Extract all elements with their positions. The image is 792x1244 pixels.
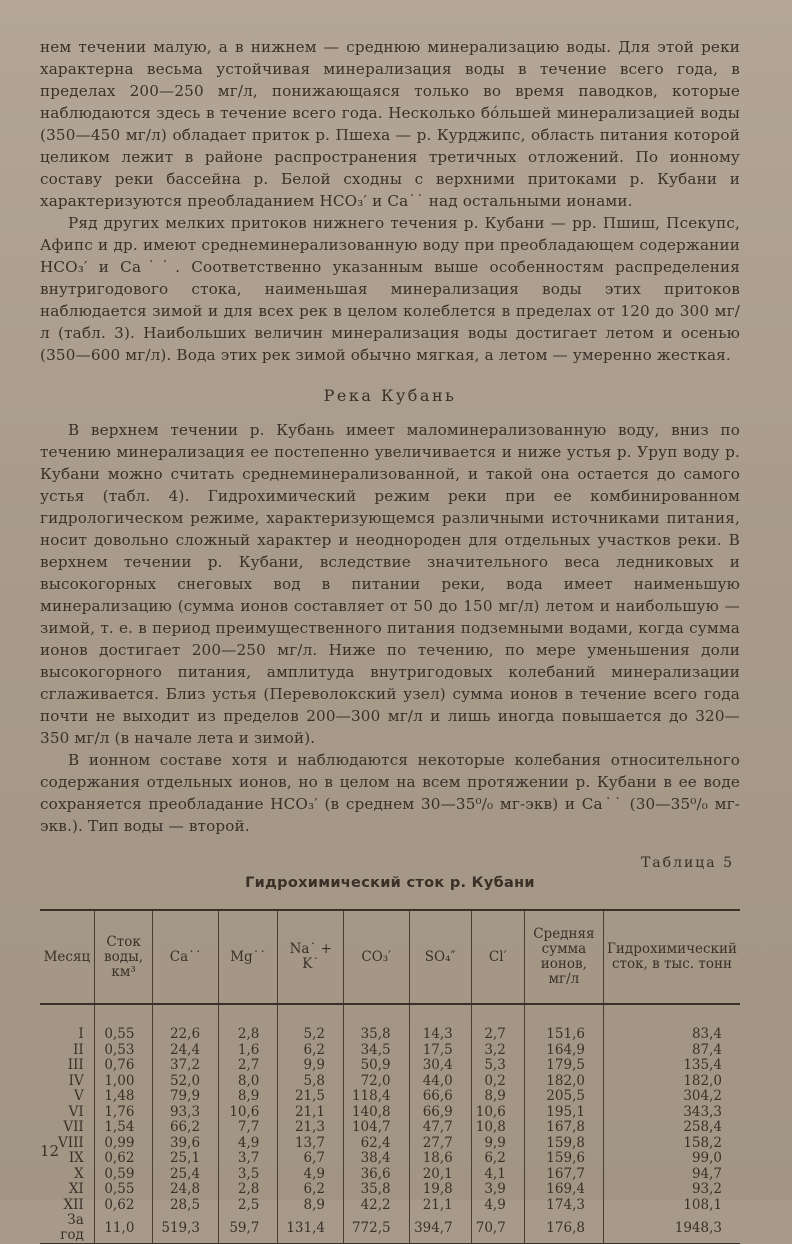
table-cell: 2,8: [219, 1182, 278, 1198]
table-cell: 0,53: [94, 1043, 153, 1059]
table-cell: 20,1: [409, 1167, 471, 1183]
table-cell: III: [67, 1057, 84, 1074]
header-cl: Cl′: [471, 910, 524, 1004]
table-cell: 158,2: [603, 1136, 740, 1152]
table-cell: 169,4: [524, 1182, 603, 1198]
table-cell: 176,8: [524, 1213, 603, 1244]
table-cell: 24,4: [153, 1043, 219, 1059]
header-month: Месяц: [40, 910, 94, 1004]
table-cell: 8,9: [471, 1089, 524, 1105]
table-cell: 21,1: [409, 1198, 471, 1214]
table-header-row: [40, 910, 740, 1004]
table-cell: 66,9: [409, 1105, 471, 1121]
table-cell: 174,3: [524, 1198, 603, 1214]
table-cell: 10,6: [219, 1105, 278, 1121]
table-row: [40, 1043, 740, 1059]
table-cell: 21,5: [278, 1089, 344, 1105]
table-cell: 9,9: [471, 1136, 524, 1152]
table-cell: 258,4: [603, 1120, 740, 1136]
table-cell: 93,3: [153, 1105, 219, 1121]
table-cell: 2,7: [219, 1058, 278, 1074]
table-cell: 205,5: [524, 1089, 603, 1105]
table-cell: 304,2: [603, 1089, 740, 1105]
table-cell: 22,6: [153, 1004, 219, 1043]
header-hydrochemical-runoff: Гидрохимический сток, в тыс. тонн: [603, 910, 740, 1004]
header-co3: CO₃′: [344, 910, 410, 1004]
table-cell: 2,5: [219, 1198, 278, 1214]
table-cell: 24,8: [153, 1182, 219, 1198]
table-cell: 59,7: [219, 1213, 278, 1244]
table-cell: 38,4: [344, 1151, 410, 1167]
table-cell: 19,8: [409, 1182, 471, 1198]
table-cell: 5,3: [471, 1058, 524, 1074]
table-cell: 195,1: [524, 1105, 603, 1121]
table-row: [40, 1151, 740, 1167]
table-cell: XII: [63, 1196, 84, 1213]
table-cell: V: [74, 1088, 84, 1105]
table-row: [40, 1182, 740, 1198]
table-cell: 159,8: [524, 1136, 603, 1152]
table-cell: 70,7: [471, 1213, 524, 1244]
table-cell: 44,0: [409, 1074, 471, 1090]
table-cell: 164,9: [524, 1043, 603, 1059]
table-cell: IX: [68, 1150, 84, 1167]
table-cell: 159,6: [524, 1151, 603, 1167]
hydrochemical-runoff-table: [40, 909, 740, 1244]
table-cell: 0,99: [94, 1136, 153, 1152]
table-row: [40, 1089, 740, 1105]
table-cell: 79,9: [153, 1089, 219, 1105]
header-mg: Mg˙˙: [219, 910, 278, 1004]
table-cell: 47,7: [409, 1120, 471, 1136]
table-cell: 1,76: [94, 1105, 153, 1121]
table-cell: 0,55: [94, 1182, 153, 1198]
table-row: [40, 1058, 740, 1074]
table-row: [40, 1105, 740, 1121]
table-cell: 10,6: [471, 1105, 524, 1121]
table-cell: 6,7: [278, 1151, 344, 1167]
table-cell: 3,2: [471, 1043, 524, 1059]
table-cell: 37,2: [153, 1058, 219, 1074]
table-cell: 1,00: [94, 1074, 153, 1090]
table-cell: 25,1: [153, 1151, 219, 1167]
table-title: Гидрохимический сток р. Кубани: [245, 875, 535, 891]
table-cell: 3,9: [471, 1182, 524, 1198]
table-cell: 72,0: [344, 1074, 410, 1090]
table-cell: 182,0: [603, 1074, 740, 1090]
table-cell: 94,7: [603, 1167, 740, 1183]
table-cell: IV: [68, 1072, 84, 1089]
table-cell: 99,0: [603, 1151, 740, 1167]
table-cell: 2,8: [219, 1004, 278, 1043]
table-cell: 0,59: [94, 1167, 153, 1183]
table-cell: 7,7: [219, 1120, 278, 1136]
table-cell: 42,2: [344, 1198, 410, 1214]
table-cell: 66,2: [153, 1120, 219, 1136]
table-cell: 772,5: [344, 1213, 410, 1244]
table-cell: 394,7: [409, 1213, 471, 1244]
table-cell: 1,48: [94, 1089, 153, 1105]
table-cell: 1,54: [94, 1120, 153, 1136]
table-cell: 0,76: [94, 1058, 153, 1074]
table-cell: 8,9: [278, 1198, 344, 1214]
table-cell: XI: [68, 1181, 84, 1198]
table-cell: 10,8: [471, 1120, 524, 1136]
header-avg-ion-sum: Средняя сумма ионов, мг/л: [524, 910, 603, 1004]
table-cell: X: [74, 1165, 84, 1182]
table-cell: 179,5: [524, 1058, 603, 1074]
table-cell: 2,7: [471, 1004, 524, 1043]
table-cell: 0,62: [94, 1198, 153, 1214]
table-cell: 50,9: [344, 1058, 410, 1074]
paragraph-top-1: нем течении малую, а в нижнем — среднюю минерализацию воды. Для этой реки характерна весьма устойчивая минерализация воды в течение всего года, в пределах 200—250 мг/л, понижающаяся только во время паводков, которые наблюдаются здесь в течение всего года. Несколько бóльшей минерализацией воды (350—450 мг/л) обладает приток р. Пшеха — р. Курджипс, область питания которой целиком лежит в районе распространения третичных отложений. По ионному составу реки бассейна р. Белой сходны с верхними притоками р. Кубани и характеризуются преобладанием HCO₃′ и Ca˙˙ над остальными ионами.: [40, 38, 740, 210]
table-cell: 13,7: [278, 1136, 344, 1152]
table-cell: 11,0: [94, 1213, 153, 1244]
table-cell: 35,8: [344, 1182, 410, 1198]
table-cell: 9,9: [278, 1058, 344, 1074]
table-cell: 87,4: [603, 1043, 740, 1059]
table-cell: 3,7: [219, 1151, 278, 1167]
table-cell: 36,6: [344, 1167, 410, 1183]
table-cell: VII: [63, 1119, 84, 1136]
table-cell: 18,6: [409, 1151, 471, 1167]
table-row: [40, 1120, 740, 1136]
table-cell: 35,8: [344, 1004, 410, 1043]
table-cell: 21,3: [278, 1120, 344, 1136]
table-cell: 8,9: [219, 1089, 278, 1105]
table-cell: 8,0: [219, 1074, 278, 1090]
table-row: [40, 1213, 740, 1244]
table-row: [40, 1074, 740, 1090]
table-label: Таблица 5: [640, 855, 734, 871]
table-cell: 3,5: [219, 1167, 278, 1183]
header-ca: Ca˙˙: [153, 910, 219, 1004]
table-cell: 6,2: [278, 1182, 344, 1198]
paragraph-section-1: В верхнем течении р. Кубань имеет маломинерализованную воду, вниз по течению минерализация ее постепенно увеличивается и ниже устья р. Уруп воду р. Кубани можно считать среднеминерализованной, и такой она остается до самого устья (табл. 4). Гидрохимический режим реки при ее комбинированном гидрологическом режиме, характеризующемся различными источниками питания, носит довольно сложный характер и неоднороден для отдельных участков реки. В верхнем течении р. Кубани, вследствие значительного веса ледниковых и высокогорных снеговых вод в питании реки, вода имеет наименьшую минерализацию (сумма ионов составляет от 50 до 150 мг/л) летом и наибольшую — зимой, т. е. в период преимущественного питания подземными водами, когда сумма ионов достигает 200—250 мг/л. Ниже по течению, по мере уменьшения доли высокогорного питания, амплитуда внутригодовых колебаний минерализации сглаживается. Близ устья (Переволокский узел) сумма ионов в течение всего года почти не выходит из пределов 200—300 мг/л и лишь иногда повышается до 320—350 мг/л (в начале лета и зимой).: [40, 421, 740, 747]
table-cell: 30,4: [409, 1058, 471, 1074]
table-cell: 167,8: [524, 1120, 603, 1136]
table-cell: 140,8: [344, 1105, 410, 1121]
table-cell: 62,4: [344, 1136, 410, 1152]
table-cell: 0,2: [471, 1074, 524, 1090]
table-cell: 4,9: [278, 1167, 344, 1183]
table-cell: 25,4: [153, 1167, 219, 1183]
section-heading: Река Кубань: [323, 386, 457, 405]
table-body: [40, 1004, 740, 1244]
table-cell: 108,1: [603, 1198, 740, 1214]
table-cell: 104,7: [344, 1120, 410, 1136]
page-number: 12: [40, 1142, 60, 1160]
table-cell: II: [73, 1041, 84, 1058]
table-row: [40, 1004, 740, 1043]
table-cell: 4,1: [471, 1167, 524, 1183]
table-cell: 83,4: [603, 1004, 740, 1043]
table-cell: 93,2: [603, 1182, 740, 1198]
table-cell: 28,5: [153, 1198, 219, 1214]
table-cell: 0,55: [94, 1004, 153, 1043]
table-row: [40, 1167, 740, 1183]
paragraph-section-2: В ионном составе хотя и наблюдаются некоторые колебания относительного содержания отдельных ионов, но в целом на всем протяжении р. Кубани в ее воде сохраняется преобладание HCO₃′ (в среднем 30—35⁰/₀ мг-экв) и Ca˙˙ (30—35⁰/₀ мг-экв.). Тип воды — второй.: [40, 751, 740, 835]
table-cell: 5,2: [278, 1004, 344, 1043]
table-row: [40, 1136, 740, 1152]
table-cell: 167,7: [524, 1167, 603, 1183]
table-cell: 66,6: [409, 1089, 471, 1105]
table-cell: 39,6: [153, 1136, 219, 1152]
table-cell: 1,6: [219, 1043, 278, 1059]
table-cell: 343,3: [603, 1105, 740, 1121]
table-cell: 519,3: [153, 1213, 219, 1244]
table-cell: 52,0: [153, 1074, 219, 1090]
table-cell: 0,62: [94, 1151, 153, 1167]
table-cell: VIII: [58, 1134, 84, 1151]
table-cell: 5,8: [278, 1074, 344, 1090]
table-cell: За год: [40, 1213, 94, 1244]
table-cell: VI: [68, 1103, 84, 1120]
table-cell: 182,0: [524, 1074, 603, 1090]
table-cell: 6,2: [278, 1043, 344, 1059]
table-cell: 118,4: [344, 1089, 410, 1105]
paragraph-top-2: Ряд других мелких притоков нижнего течения р. Кубани — рр. Пшиш, Псекупс, Афипс и др. имеют среднеминерализованную воду при преобладающем содержании HCO₃′ и Ca˙˙. Соответственно указанным выше особенностям распределения внутригодового стока, наименьшая минерализация воды этих притоков наблюдается зимой и для всех рек в целом колеблется в пределах от 120 до 300 мг/л (табл. 3). Наибольших величин минерализация воды достигает летом и осенью (350—600 мг/л). Вода этих рек зимой обычно мягкая, а летом — умеренно жесткая.: [40, 214, 740, 364]
table-cell: 4,9: [471, 1198, 524, 1214]
table-cell: 34,5: [344, 1043, 410, 1059]
table-cell: 17,5: [409, 1043, 471, 1059]
header-so4: SO₄″: [409, 910, 471, 1004]
table-cell: 21,1: [278, 1105, 344, 1121]
table-cell: 131,4: [278, 1213, 344, 1244]
table-cell: 6,2: [471, 1151, 524, 1167]
table-cell: 1948,3: [603, 1213, 740, 1244]
table-cell: 135,4: [603, 1058, 740, 1074]
table-cell: 151,6: [524, 1004, 603, 1043]
table-cell: I: [78, 1026, 84, 1043]
header-na-k: Na˙ + K˙: [278, 910, 344, 1004]
table-cell: 27,7: [409, 1136, 471, 1152]
table-cell: 14,3: [409, 1004, 471, 1043]
table-cell: 4,9: [219, 1136, 278, 1152]
header-water-runoff: Сток воды, км³: [94, 910, 153, 1004]
